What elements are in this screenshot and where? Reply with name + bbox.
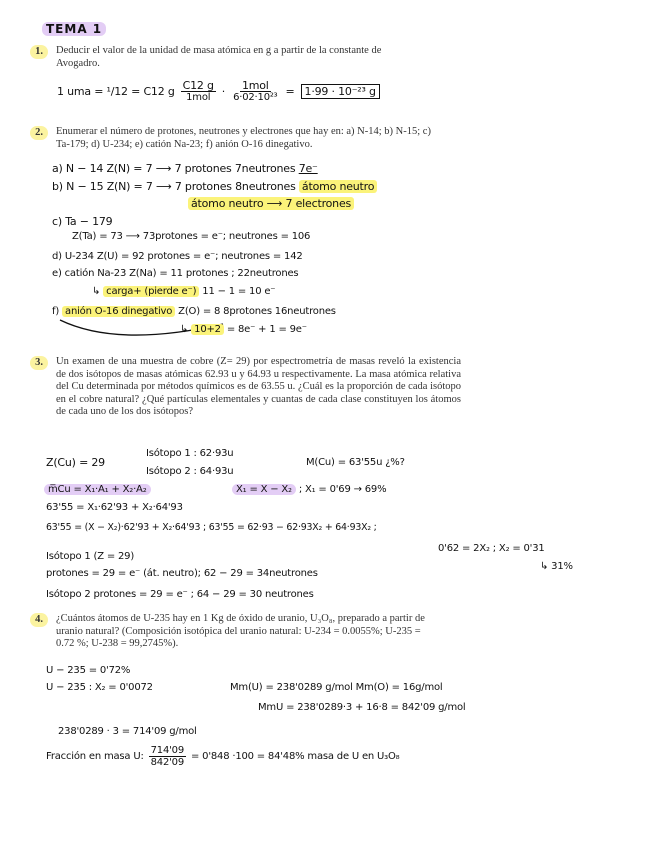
- q4-line-4: 238'0289 · 3 = 714'09 g/mol: [58, 726, 197, 737]
- q3-zcu: Z(Cu) = 29: [46, 456, 105, 469]
- q3-eq1: m̅Cu = X₁·A₁ + X₂·A₂: [44, 484, 151, 495]
- q2-a-electrons: 7e⁻: [298, 162, 318, 175]
- q2-e-sub-highlight: carga+ (pierde e⁻): [103, 286, 199, 297]
- q2-b-sub: átomo neutro ⟶ 7 electrones: [188, 197, 354, 210]
- q2-c-line-1: c) Ta − 179: [52, 215, 113, 228]
- q1-fraction-1: [181, 80, 216, 103]
- q2-e-sub-rest: 11 − 1 = 10 e⁻: [202, 286, 276, 297]
- q1-f1-den: 1mol: [186, 92, 211, 103]
- q2-d-line: d) U-234 Z(U) = 92 protones = e⁻; neutrones = 142: [52, 251, 303, 262]
- question-2-number: 2.: [30, 126, 48, 140]
- q3-line-6: ↳ 31%: [540, 561, 573, 572]
- q3-isotope-2: Isótopo 2 : 64·93u: [146, 466, 234, 477]
- q4-line-2: U − 235 : X₂ = 0'0072: [46, 682, 153, 693]
- q3-eq2-rest: ; X₁ = 0'69 → 69%: [298, 484, 387, 495]
- q3-line-5: 0'62 = 2X₂ ; X₂ = 0'31: [438, 543, 545, 554]
- q3-line-3: 63'55 = X₁·62'93 + X₂·64'93: [46, 502, 183, 513]
- page-title: TEMA 1: [42, 22, 106, 36]
- q2-b-line: [52, 180, 377, 193]
- q2-f-prefix: f): [52, 306, 60, 317]
- q4-fraction-num: 714'09: [150, 745, 184, 756]
- q2-e-sub: [92, 286, 275, 297]
- q1-f2-den: 6·02·10²³: [233, 92, 278, 103]
- q1-f1-num: C12 g: [182, 79, 214, 92]
- q2-e-arrow: ↳: [92, 286, 104, 297]
- q3-eq2-highlight: X₁ = X − X₂: [232, 484, 296, 495]
- q1-lhs: 1 uma = ¹/12 = C12 g: [57, 85, 175, 98]
- q1-work: [57, 80, 380, 103]
- q3-isotope-1-line: protones = 29 = e⁻ (át. neutro); 62 − 29 = 34neutrones: [46, 568, 318, 579]
- question-1-number: 1.: [30, 45, 48, 59]
- q1-fraction-2: [231, 80, 279, 103]
- q4-line-5-post: = 0'848 ·100 = 84'48% masa de U en U₃O₈: [191, 751, 400, 762]
- q2-f-sub-highlight: 10+2: [191, 324, 224, 335]
- q2-b-tag: átomo neutro: [299, 180, 377, 193]
- q2-f-line: [52, 306, 336, 317]
- q3-isotope-1: Isótopo 1 : 62·93u: [146, 448, 234, 459]
- q4-line-1: U − 235 = 0'72%: [46, 665, 131, 676]
- question-2-text: Enumerar el número de protones, neutrones y electrones que hay en: a) N-14; b) N-15; c) Ta-179; d) U-234; e) catión Na-23; f) anión O-16 dinegativo.: [56, 126, 431, 150]
- q2-e-line: e) catión Na-23 Z(Na) = 11 protones ; 22neutrones: [52, 268, 299, 279]
- question-3-number: 3.: [30, 356, 48, 370]
- q1-dot: ·: [221, 85, 226, 98]
- q4-fraction-den: 842'09: [150, 757, 184, 768]
- q2-f-sub: [180, 324, 307, 335]
- q2-f-arrow: ↳: [180, 324, 192, 335]
- q3-isotope-2-line: Isótopo 2 protones = 29 = e⁻ ; 64 − 29 = 30 neutrones: [46, 589, 314, 600]
- q2-f-rest: Z(O) = 8 8protones 16neutrones: [178, 306, 336, 317]
- q2-f-highlight: anión O-16 dinegativo: [62, 306, 175, 317]
- question-1-text: Deducir el valor de la unidad de masa atómica en g a partir de la constante de Avogadro.: [56, 45, 382, 69]
- q4-line-5: [46, 745, 399, 768]
- q2-a-line: [52, 162, 318, 175]
- question-4-text: ¿Cuántos átomos de U-235 hay en 1 Kg de óxido de uranio, U₃O₈, preparado a partir de uranio natural? (Composición isotópica del uranio natural: U-234 = 0.0055%; U-235 = 0.72 %; U-238 = 99,2745%).: [56, 613, 425, 649]
- q4-line-5-pre: Fracción en masa U:: [46, 751, 144, 762]
- q3-isotope-1-head: Isótopo 1 (Z = 29): [46, 551, 135, 562]
- question-4-number: 4.: [30, 613, 48, 627]
- q1-f2-num: 1mol: [241, 79, 269, 92]
- q2-a-main: a) N − 14 Z(N) = 7 ⟶ 7 protones 7neutrones: [52, 162, 296, 175]
- q1-result-box: 1·99 · 10⁻²³ g: [301, 84, 380, 99]
- q4-line-3: MmU = 238'0289·3 + 16·8 = 842'09 g/mol: [258, 702, 466, 713]
- q3-eq2: [232, 484, 386, 495]
- q2-b-main: b) N − 15 Z(N) = 7 ⟶ 7 protones 8neutrones: [52, 180, 296, 193]
- q2-c-line-2: Z(Ta) = 73 ⟶ 73protones = e⁻; neutrones = 106: [72, 231, 311, 242]
- q1-equals: =: [285, 85, 295, 98]
- q4-fraction: [149, 745, 186, 768]
- question-3-text: Un examen de una muestra de cobre (Z= 29) por espectrometría de masas reveló la existencia de dos isótopos de masas atómicas 62.93 u y 64.93 u respectivamente. La masa atómica relativa del Cu determinada por métodos químicos es de 63.55 u. ¿Cuál es la proporción de cada isótopo en el cobre natural? ¿Qué partículas elementales y cuantas de cada clase constituyen los átomos de cada uno de los dos isótopos?: [56, 356, 461, 417]
- q2-f-sub-rest: = 8e⁻ + 1 = 9e⁻: [226, 324, 307, 335]
- q3-line-4: 63'55 = (X − X₂)·62'93 + X₂·64'93 ; 63'55 = 62·93 − 62·93X₂ + 64·93X₂ ;: [46, 522, 377, 533]
- q3-mcu: M(Cu) = 63'55u ¿%?: [306, 457, 405, 468]
- q4-line-2b: Mm(U) = 238'0289 g/mol Mm(O) = 16g/mol: [230, 682, 443, 693]
